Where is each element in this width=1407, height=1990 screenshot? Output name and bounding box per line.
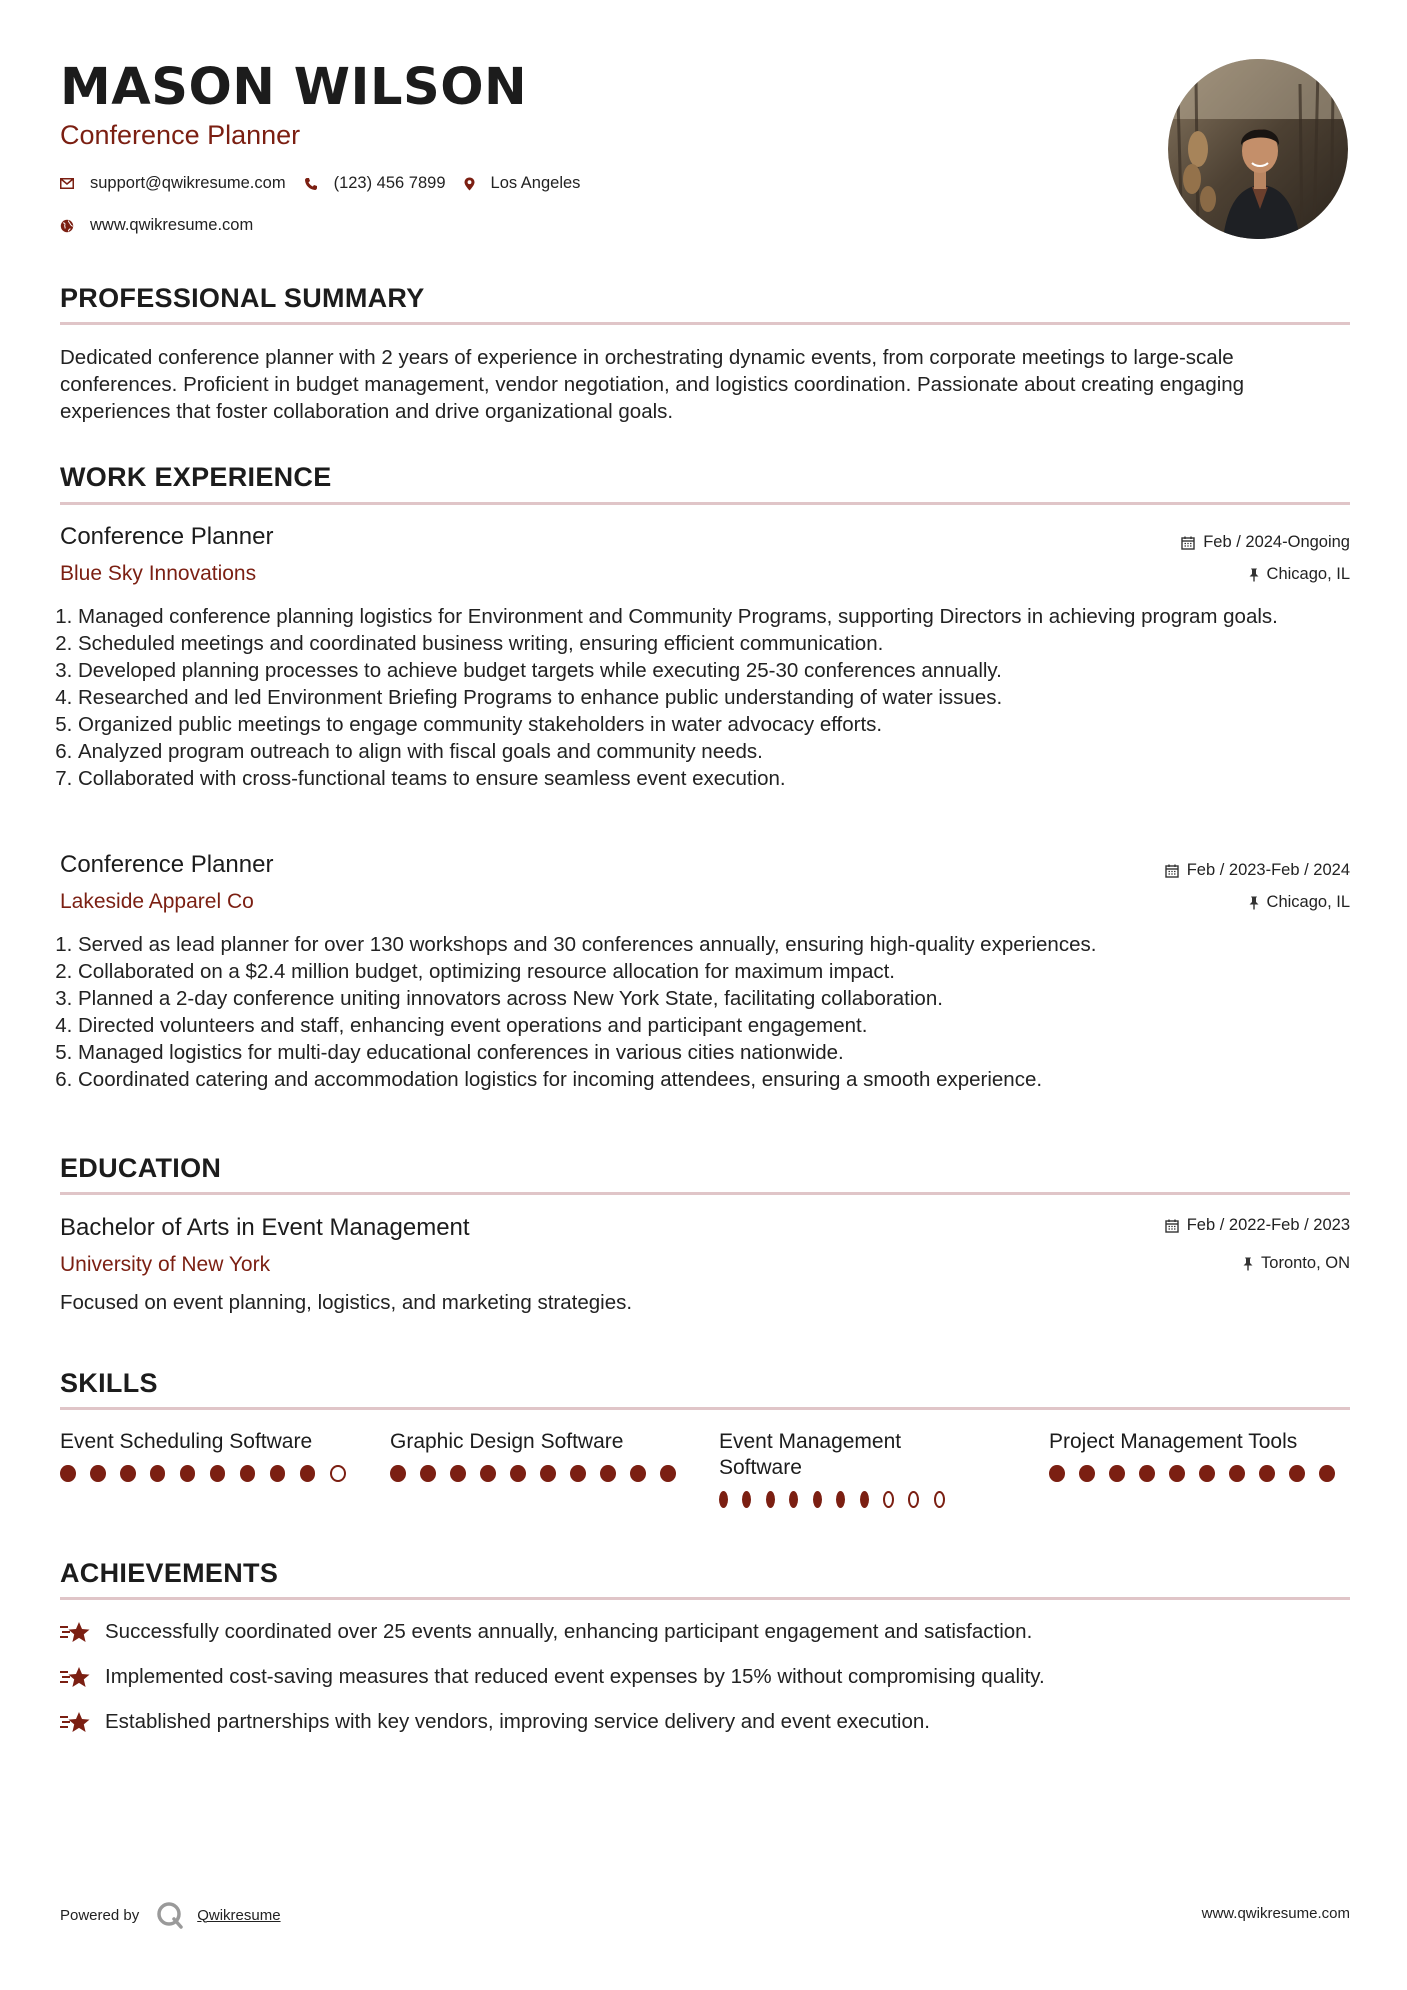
list-item: 3. Developed planning processes to achieve budget targets while executing 25-30 conferences annually. — [78, 657, 1368, 684]
resume-page — [60, 0, 1350, 1990]
contact-website[interactable] — [60, 216, 253, 235]
section-divider — [60, 502, 1350, 505]
skill-item — [60, 1429, 360, 1482]
skill-item — [1049, 1429, 1349, 1482]
job-company: Blue Sky Innovations — [60, 562, 257, 585]
rating-dot-empty — [934, 1491, 945, 1508]
education-dates-text: Feb / 2022-Feb / 2023 — [1186, 1216, 1350, 1234]
job-dates — [1181, 533, 1350, 552]
pushpin-icon — [1243, 1257, 1253, 1271]
education-heading: EDUCATION — [60, 1153, 222, 1183]
list-item: 1. Served as lead planner for over 130 workshops and 30 conferences annually, ensuring high-quality experiences. — [78, 931, 1368, 958]
skill-rating — [390, 1465, 690, 1482]
contact-location — [464, 174, 581, 193]
shooting-star-icon — [60, 1619, 92, 1645]
skill-item — [390, 1429, 690, 1482]
website-text: www.qwikresume.com — [90, 216, 254, 234]
achievement-text: Successfully coordinated over 25 events annually, enhancing participant engagement and satisfaction. — [105, 1620, 1033, 1643]
list-item: 2. Collaborated on a $2.4 million budget, optimizing resource allocation for maximum impact. — [78, 958, 1368, 985]
rating-dot-filled — [1289, 1465, 1305, 1482]
rating-dot-filled — [860, 1491, 869, 1508]
list-item: 5. Managed logistics for multi-day educational conferences in various cities nationwide. — [78, 1039, 1368, 1066]
list-item: 6. Analyzed program outreach to align with fiscal goals and community needs. — [78, 738, 1368, 765]
email-text: support@qwikresume.com — [90, 174, 286, 192]
qwikresume-link[interactable]: Qwikresume — [197, 1906, 281, 1924]
job-dates-text: Feb / 2024-Ongoing — [1203, 533, 1350, 551]
rating-dot-filled — [180, 1465, 196, 1482]
skill-rating — [1049, 1465, 1349, 1482]
degree-title: Bachelor of Arts in Event Management — [60, 1214, 470, 1241]
skill-name: Project Management Tools — [1049, 1430, 1298, 1453]
rating-dot-filled — [120, 1465, 136, 1482]
contact-email[interactable] — [60, 174, 286, 193]
rating-dot-filled — [1229, 1465, 1245, 1482]
section-divider — [60, 1407, 1350, 1410]
footer-powered-by — [60, 1900, 281, 1930]
summary-text: Dedicated conference planner with 2 years of experience in orchestrating dynamic events, from corporate meetings to large-scale conferences. Proficient in budget management, vendor negotiation, and logistics coordination. Passionate about creating engaging experiences that foster collaboration and drive organizational goals. — [60, 346, 1245, 423]
calendar-icon — [1165, 1219, 1179, 1233]
list-item: 7. Collaborated with cross-functional teams to ensure seamless event execution. — [78, 765, 1368, 792]
rating-dot-filled — [1259, 1465, 1275, 1482]
powered-by-text: Powered by — [60, 1906, 140, 1924]
phone-icon — [304, 177, 318, 191]
rating-dot-filled — [1139, 1465, 1155, 1482]
job-location-text: Chicago, IL — [1266, 893, 1350, 911]
list-item: 4. Directed volunteers and staff, enhancing event operations and participant engagement. — [78, 1012, 1368, 1039]
job-dates-text: Feb / 2023-Feb / 2024 — [1186, 861, 1350, 879]
job-bullets — [60, 931, 1368, 1093]
rating-dot-filled — [630, 1465, 646, 1482]
skill-name: Event Management Software — [719, 1430, 902, 1479]
rating-dot-empty — [908, 1491, 919, 1508]
envelope-icon — [60, 178, 74, 189]
list-item: 5. Organized public meetings to engage community stakeholders in water advocacy efforts. — [78, 711, 1368, 738]
map-pin-icon — [464, 177, 475, 191]
achievement-item — [60, 1709, 930, 1735]
job-location — [1249, 565, 1350, 584]
pushpin-icon — [1249, 568, 1259, 582]
achievement-text: Implemented cost-saving measures that reduced event expenses by 15% without compromising quality. — [105, 1665, 1045, 1688]
list-item: 6. Coordinated catering and accommodation logistics for incoming attendees, ensuring a smooth experience. — [78, 1066, 1368, 1093]
section-divider — [60, 1192, 1350, 1195]
rating-dot-filled — [1169, 1465, 1185, 1482]
job-location — [1249, 893, 1350, 912]
rating-dot-filled — [600, 1465, 616, 1482]
job-title: Conference Planner — [60, 523, 274, 550]
job-company: Lakeside Apparel Co — [60, 890, 254, 913]
location-text: Los Angeles — [490, 174, 581, 192]
skills-heading: SKILLS — [60, 1368, 158, 1398]
skill-item — [719, 1429, 959, 1508]
list-item: 3. Planned a 2-day conference uniting innovators across New York State, facilitating collaboration. — [78, 985, 1368, 1012]
rating-dot-filled — [789, 1491, 798, 1508]
profile-photo — [1168, 59, 1348, 239]
rating-dot-filled — [270, 1465, 286, 1482]
rating-dot-filled — [766, 1491, 775, 1508]
section-divider — [60, 1597, 1350, 1600]
rating-dot-filled — [60, 1465, 76, 1482]
rating-dot-filled — [570, 1465, 586, 1482]
list-item: 2. Scheduled meetings and coordinated business writing, ensuring efficient communication. — [78, 630, 1368, 657]
achievement-item — [60, 1664, 1045, 1690]
list-item: 1. Managed conference planning logistics for Environment and Community Programs, supporting Directors in achieving program goals. — [78, 603, 1368, 630]
rating-dot-filled — [90, 1465, 106, 1482]
rating-dot-filled — [210, 1465, 226, 1482]
contact-row-2 — [60, 216, 271, 235]
job-bullets — [60, 603, 1368, 792]
pushpin-icon — [1249, 896, 1259, 910]
rating-dot-filled — [660, 1465, 676, 1482]
list-item: 4. Researched and led Environment Briefing Programs to enhance public understanding of water issues. — [78, 684, 1368, 711]
rating-dot-filled — [1199, 1465, 1215, 1482]
achievement-item — [60, 1619, 1032, 1645]
contact-row — [60, 174, 598, 193]
job-location-text: Chicago, IL — [1266, 565, 1350, 583]
skill-name: Event Scheduling Software — [60, 1430, 313, 1453]
shooting-star-icon — [60, 1709, 92, 1735]
rating-dot-filled — [390, 1465, 406, 1482]
rating-dot-filled — [1109, 1465, 1125, 1482]
rating-dot-empty — [330, 1465, 346, 1482]
candidate-name: MASON WILSON — [60, 58, 528, 117]
rating-dot-filled — [510, 1465, 526, 1482]
candidate-title: Conference Planner — [60, 120, 301, 150]
rating-dot-filled — [450, 1465, 466, 1482]
rating-dot-filled — [240, 1465, 256, 1482]
job-dates — [1165, 861, 1350, 880]
rating-dot-filled — [300, 1465, 316, 1482]
achievements-heading: ACHIEVEMENTS — [60, 1558, 279, 1588]
rating-dot-filled — [1319, 1465, 1335, 1482]
rating-dot-filled — [836, 1491, 845, 1508]
qwikresume-logo-icon — [155, 1900, 185, 1930]
section-divider — [60, 322, 1350, 325]
education-dates — [1165, 1216, 1350, 1235]
rating-dot-filled — [150, 1465, 166, 1482]
experience-heading: WORK EXPERIENCE — [60, 462, 332, 492]
calendar-icon — [1181, 536, 1195, 550]
achievement-text: Established partnerships with key vendors, improving service delivery and event execution. — [105, 1710, 930, 1733]
rating-dot-filled — [813, 1491, 822, 1508]
rating-dot-filled — [540, 1465, 556, 1482]
school-name: University of New York — [60, 1253, 271, 1276]
rating-dot-empty — [883, 1491, 894, 1508]
rating-dot-filled — [719, 1491, 728, 1508]
summary-heading: PROFESSIONAL SUMMARY — [60, 283, 425, 313]
skill-rating — [719, 1491, 959, 1508]
rating-dot-filled — [742, 1491, 751, 1508]
rating-dot-filled — [1049, 1465, 1065, 1482]
skill-rating — [60, 1465, 360, 1482]
skill-name: Graphic Design Software — [390, 1430, 624, 1453]
job-title: Conference Planner — [60, 851, 274, 878]
rating-dot-filled — [420, 1465, 436, 1482]
education-location — [1243, 1254, 1350, 1273]
rating-dot-filled — [1079, 1465, 1095, 1482]
education-location-text: Toronto, ON — [1261, 1254, 1350, 1272]
education-description: Focused on event planning, logistics, and marketing strategies. — [60, 1291, 633, 1314]
contact-phone[interactable] — [304, 174, 446, 193]
phone-text: (123) 456 7899 — [333, 174, 446, 192]
rating-dot-filled — [480, 1465, 496, 1482]
globe-icon — [60, 219, 74, 233]
footer-website[interactable]: www.qwikresume.com — [1201, 1905, 1350, 1922]
calendar-icon — [1165, 864, 1179, 878]
shooting-star-icon — [60, 1664, 92, 1690]
